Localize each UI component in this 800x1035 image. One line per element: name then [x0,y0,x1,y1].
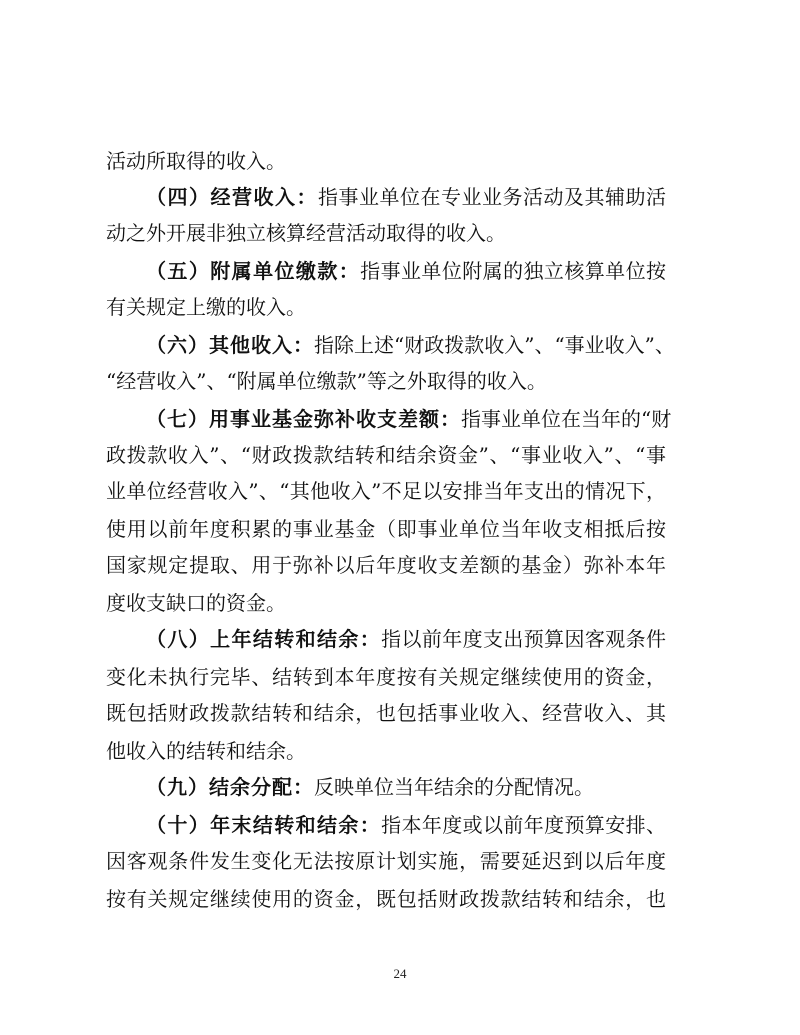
section-heading-line [146,806,666,844]
line-text: 政拨款收入”、“财政拨款结转和结余资金”、“事业收入”、“事 [106,443,666,467]
body-line [106,472,666,510]
line-text: 业单位经营收入”、“其他收入”不足以安排当年支出的情况下， [106,479,666,503]
section-heading-line [146,326,675,364]
line-text: “经营收入”、“附属单位缴款”等之外取得的收入。 [106,369,547,393]
body-line [106,658,666,696]
line-text: 指以前年度支出预算因客观条件 [381,627,666,651]
line-text: 反映单位当年结余的分配情况。 [314,775,594,799]
body-line [106,288,666,326]
body-line [106,880,666,918]
section-heading-line [146,252,666,290]
body-line [106,510,666,548]
section-heading: （五）附属单位缴款： [146,259,361,283]
section-heading: （四）经营收入： [146,185,318,209]
section-heading-line [146,768,666,806]
line-text: 有关规定上缴的收入。 [106,295,306,319]
body-line [106,362,666,400]
section-heading: （六）其他收入： [146,333,314,357]
line-text: 指除上述“财政拨款收入”、“事业收入”、 [314,333,675,357]
section-heading-line [146,620,666,658]
body-line [106,842,666,880]
line-text: 指本年度或以前年度预算安排、 [381,813,666,837]
body-line [106,214,666,252]
body-line [106,546,666,584]
line-text: 活动所取得的收入。 [106,149,286,173]
section-heading-line [146,178,666,216]
line-text: 因客观条件发生变化无法按原计划实施，需要延迟到以后年度 [106,849,666,873]
page-number: 24 [393,966,407,981]
section-heading: （七）用事业基金弥补收支差额： [146,407,461,431]
line-text: 变化未执行完毕、结转到本年度按有关规定继续使用的资金， [106,665,666,689]
body-line [106,694,666,732]
body-line [106,584,666,622]
line-text: 度收支缺口的资金。 [106,591,286,615]
line-text: 指事业单位附属的独立核算单位按 [360,259,667,283]
line-text: 国家规定提取、用于弥补以后年度收支差额的基金）弥补本年 [106,553,666,577]
section-heading-line [146,400,672,438]
line-text: 指事业单位在当年的“财 [461,407,672,431]
line-text: 他收入的结转和结余。 [106,739,306,763]
body-line [106,732,666,770]
section-heading: （九）结余分配： [146,775,314,799]
section-heading: （十）年末结转和结余： [146,813,382,837]
line-text: 使用以前年度积累的事业基金（即事业单位当年收支相抵后按 [106,517,666,541]
line-text: 按有关规定继续使用的资金，既包括财政拨款结转和结余，也 [106,887,666,911]
line-text: 动之外开展非独立核算经营活动取得的收入。 [106,221,506,245]
line-text: 既包括财政拨款结转和结余，也包括事业收入、经营收入、其 [106,701,666,725]
line-text: 指事业单位在专业业务活动及其辅助活 [318,185,666,209]
section-heading: （八）上年结转和结余： [146,627,382,651]
body-line [106,142,666,180]
body-line [106,436,666,474]
